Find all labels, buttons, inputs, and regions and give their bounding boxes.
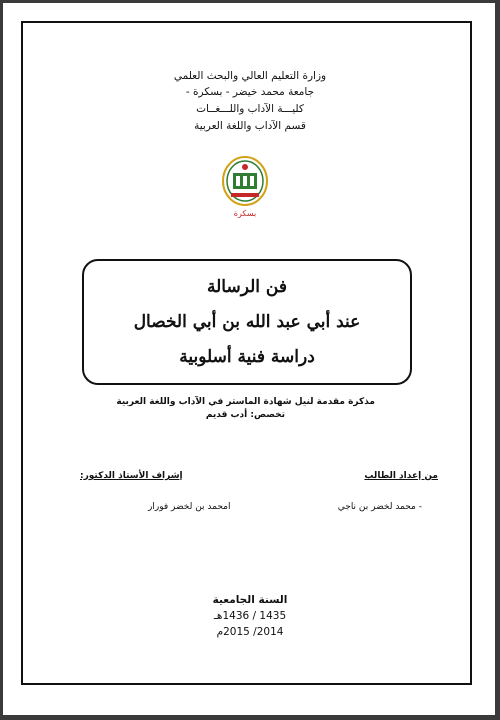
student-label: من إعداد الطالب bbox=[364, 471, 438, 481]
title-line-3: دراسة فنية أسلوبية bbox=[179, 347, 315, 367]
student-name: - محمد لخضر بن ناجي bbox=[337, 502, 422, 512]
title-box bbox=[82, 259, 412, 385]
logo-caption: بسكرة bbox=[233, 209, 257, 218]
university-logo bbox=[221, 155, 269, 221]
department-line: قسم الآداب واللغة العربية bbox=[194, 120, 306, 132]
title-line-2: عند أبي عبد الله بن أبي الخصال bbox=[133, 312, 361, 332]
supervisor-label: إشراف الأستاذ الدكتور: bbox=[80, 471, 183, 481]
supervisor-name: امحمد بن لخضر فورار bbox=[148, 502, 231, 512]
university-line: جامعة محمد خيضر - بسكرة - bbox=[185, 86, 315, 98]
academic-year-hijri: 1435 / 1436هـ bbox=[213, 610, 287, 622]
academic-year-gregorian: 2014/ 2015م bbox=[216, 626, 284, 638]
ministry-line: وزارة التعليم العالي والبحث العلمي bbox=[173, 70, 327, 82]
memo-purpose: مذكرة مقدمة لنيل شهادة الماستر في الآداب واللغة العربية bbox=[116, 397, 375, 407]
memo-specialty: تخصص: أدب قديم bbox=[205, 410, 285, 420]
faculty-line: كليـــة الآداب واللـــغــات bbox=[196, 103, 304, 115]
title-line-1: فن الرسالة bbox=[207, 277, 287, 297]
academic-year-label: السنة الجامعية bbox=[212, 594, 288, 606]
